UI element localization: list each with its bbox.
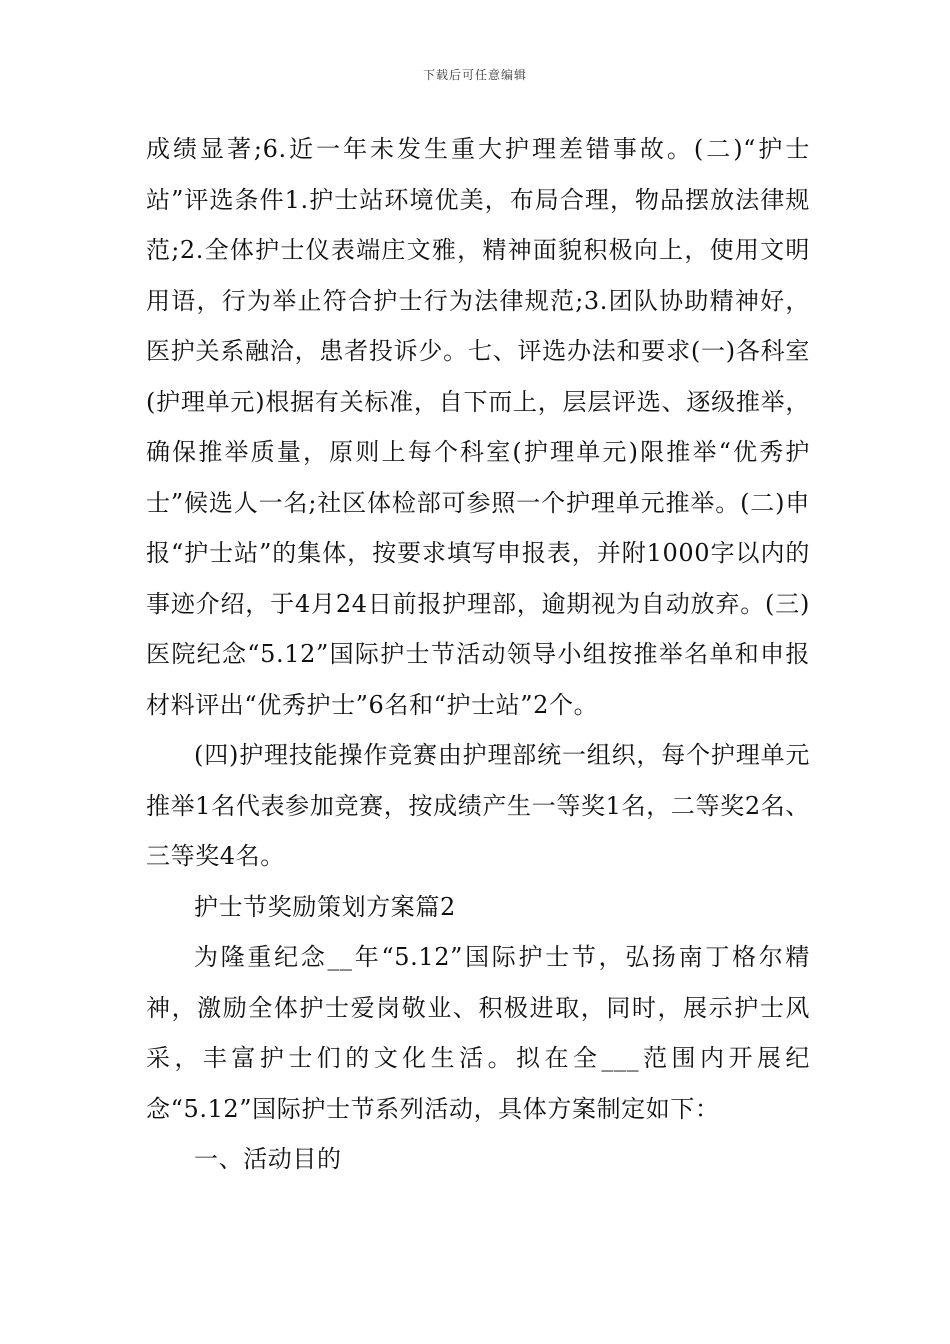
paragraph-plan-intro: 为隆重纪念__年“5.12”国际护士节，弘扬南丁格尔精神，激励全体护士爱岗敬业、积极进取，同时，展示护士风采，丰富护士们的文化生活。拟在全___范围内开展纪念“5.12”国际护士节系列活动，具体方案制定如下：	[146, 943, 810, 1123]
paragraph-selection-criteria: 成绩显著;6.近一年未发生重大护理差错事故。(二)“护士站”评选条件1.护士站环境优美，布局合理，物品摆放法律规范;2.全体护士仪表端庄文雅，精神面貌积极向上，使用文明用语，行为举止符合护士行为法律规范;3.团队协助精神好，医护关系融洽，患者投诉少。七、评选办法和要求(一)各科室(护理单元)根据有关标准，自下而上，层层评选、逐级推举，确保推举质量，原则上每个科室(护理单元)限推举“优秀护士”候选人一名;社区体检部可参照一个护理单元推举。(二)申报“护士站”的集体，按要求填写申报表，并附1000字以内的事迹介绍，于4月24日前报护理部，逾期视为自动放弃。(三)医院纪念“5.12”国际护士节活动领导小组按推举名单和申报材料评出“优秀护士”6名和“护士站”2个。	[146, 135, 810, 719]
section-title-plan-2: 护士节奖励策划方案篇2	[194, 892, 456, 921]
page-header: 下载后可任意编辑	[422, 68, 527, 82]
paragraph-skills-competition: (四)护理技能操作竞赛由护理部统一组织，每个护理单元推举1名代表参加竞赛，按成绩产生一等奖1名，二等奖2名、三等奖4名。	[146, 741, 810, 870]
document-body	[146, 124, 810, 1185]
heading-activity-purpose: 一、活动目的	[194, 1145, 342, 1173]
